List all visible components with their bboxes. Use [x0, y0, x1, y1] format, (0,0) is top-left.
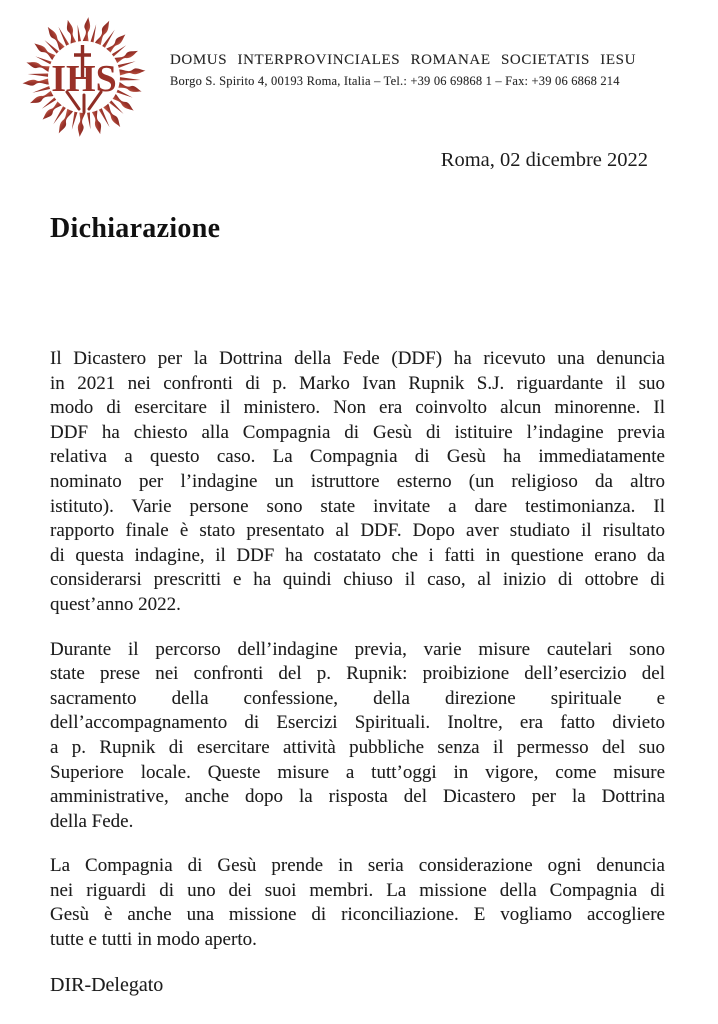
paragraph-line: a p. Rupnik di esercitare attività pubbliche senza il permesso del suo — [50, 736, 665, 758]
body-paragraph — [50, 347, 665, 618]
paragraph-line: rapporto finale è stato presentato al DDF. Dopo aver studiato il risultato — [50, 520, 665, 542]
paragraph-line: amministrative, anche dopo la risposta del Dicastero per la Dottrina — [50, 786, 665, 808]
paragraph-line: modo di esercitare il ministero. Non era coinvolto alcun minorenne. Il — [50, 397, 665, 419]
paragraph-line: Il Dicastero per la Dottrina della Fede (DDF) ha ricevuto una denuncia — [50, 348, 665, 369]
paragraph-line: nei riguardi di uno dei suoi membri. La missione della Compagnia di — [50, 879, 665, 901]
paragraph-line: tutte e tutti in modo aperto. — [50, 929, 257, 951]
paragraph-line: relativa a questo caso. La Compagnia di Gesù ha immediatamente — [50, 446, 665, 468]
paragraph-line: Durante il percorso dell’indagine previa, varie misure cautelari sono — [50, 638, 665, 660]
paragraph-line: state prese nei confronti del p. Rupnik: proibizione dell’esercizio del — [50, 663, 665, 685]
paragraph-line: Gesù è anche una missione di riconciliazione. E vogliamo accogliere — [50, 904, 665, 926]
document-title: Dichiarazione — [50, 213, 221, 244]
paragraph-line: sacramento della confessione, della direzione spirituale e — [50, 687, 665, 709]
paragraph-line: considerarsi prescritti e ha quindi chiuso il caso, al inizio di ottobre di — [50, 569, 665, 591]
letter-body — [50, 347, 665, 953]
dateline: Roma, 02 dicembre 2022 — [440, 149, 648, 171]
letterhead — [170, 52, 690, 89]
paragraph-line: Superiore locale. Queste misure a tutt’oggi in vigore, come misure — [50, 761, 665, 783]
ihs-monogram: IHS — [51, 58, 117, 100]
paragraph-line: della Fede. — [50, 810, 134, 832]
paragraph-line: La Compagnia di Gesù prende in seria considerazione ogni denuncia — [50, 855, 665, 877]
body-paragraph — [50, 638, 665, 835]
paragraph-line: istituto). Varie persone sono state invitate a dare testimonianza. Il — [50, 495, 665, 517]
paragraph-line: dell’accompagnamento di Esercizi Spirituali. Inoltre, era fatto divieto — [50, 712, 665, 734]
paragraph-line: in 2021 nei confronti di p. Marko Ivan Rupnik S.J. riguardante il suo — [50, 372, 665, 394]
jesuit-ihs-logo — [21, 13, 147, 141]
paragraph-line: di questa indagine, il DDF ha costatato che i fatti in questione erano da — [50, 544, 665, 566]
paragraph-line: quest’anno 2022. — [50, 593, 181, 615]
org-name: DOMUS INTERPROVINCIALES ROMANAE SOCIETATIS IESU — [170, 52, 637, 68]
signature-role: DIR-Delegato — [50, 973, 164, 996]
ihs-sunburst-emblem-icon — [21, 13, 147, 141]
paragraph-line: nominato per l’indagine un istruttore esterno (un religioso da altro — [50, 470, 665, 492]
org-address: Borgo S. Spirito 4, 00193 Roma, Italia – Tel.: +39 06 69868 1 – Fax: +39 06 6868 214 — [170, 74, 620, 88]
letter-content — [50, 347, 665, 998]
paragraph-line: DDF ha chiesto alla Compagnia di Gesù di istituire l’indagine previa — [50, 421, 665, 443]
body-paragraph — [50, 854, 665, 952]
